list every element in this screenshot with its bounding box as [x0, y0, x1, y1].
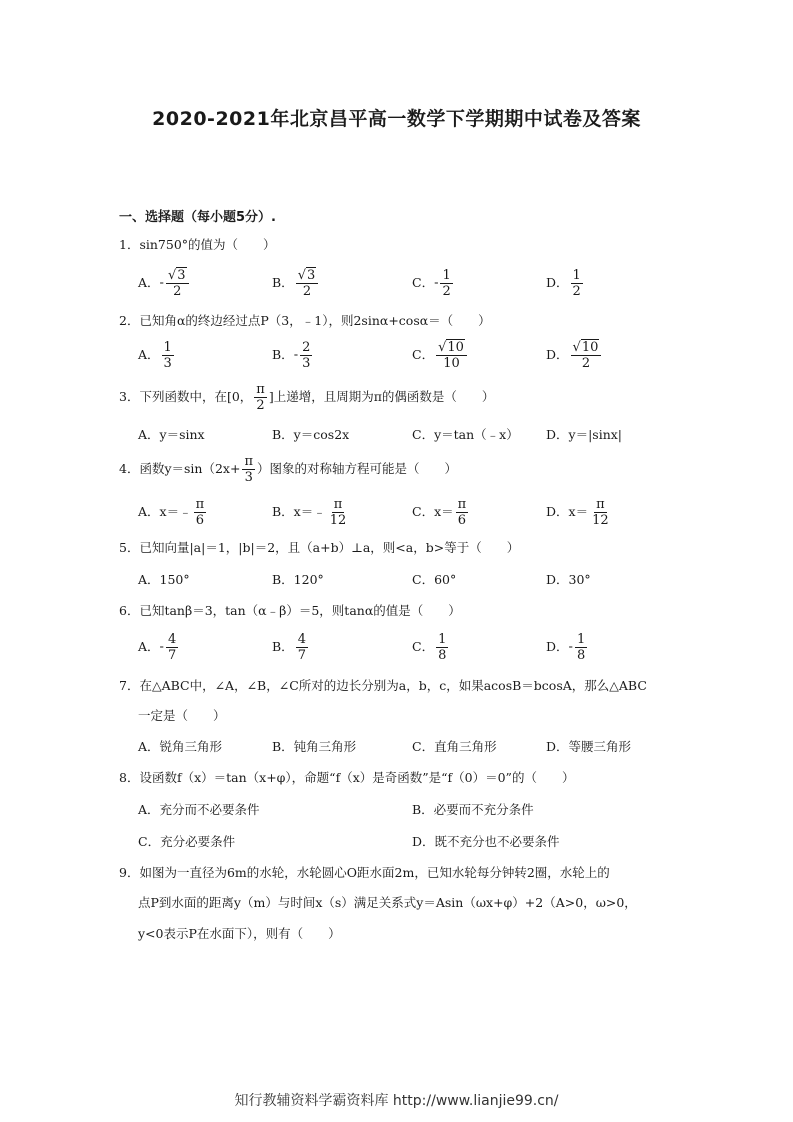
option-label: C． [412, 639, 435, 654]
section-heading: 一、选择题（每小题5分）. [119, 210, 276, 225]
fraction [328, 497, 349, 528]
question-1-option-c [412, 268, 455, 299]
question-7-stem-line-1: 7．在△ABC中，∠A，∠B，∠C所对的边长分别为a，b，c，如果acosB＝bcosA，那么△ABC [119, 678, 647, 693]
fraction-numerator: π [596, 497, 605, 512]
fraction-numerator: 10 [447, 340, 464, 355]
fraction-numerator: π [457, 497, 467, 512]
option-label: B． [272, 639, 294, 654]
option-label: B． [272, 275, 294, 290]
fraction-denominator: 3 [163, 356, 172, 371]
question-3-stem [119, 382, 494, 413]
fraction [296, 632, 308, 663]
question-7-option-d: D．等腰三角形 [546, 739, 632, 754]
option-label: A．x＝﹣ [138, 504, 192, 519]
question-1-option-a [138, 268, 191, 299]
minus-sign: - [159, 275, 164, 291]
question-2-option-a [138, 340, 176, 371]
page-title: 2020-2021年北京昌平高一数学下学期期中试卷及答案 [152, 108, 641, 130]
fraction-numerator: 1 [438, 632, 447, 647]
question-3-option-d: D．y＝|sinx| [546, 427, 623, 442]
option-label: C．x＝ [412, 504, 454, 519]
minus-sign: - [293, 347, 299, 363]
fraction-numerator: 1 [163, 340, 172, 355]
question-2-stem: 2．已知角α的终边经过点P（3，﹣1），则2sinα+cosα＝（ ） [119, 313, 491, 328]
fraction [571, 268, 583, 299]
question-7-option-c: C．直角三角形 [412, 739, 497, 754]
minus-sign: - [568, 639, 573, 655]
fraction-denominator: 6 [195, 513, 204, 528]
fraction-denominator: 7 [167, 648, 177, 663]
fraction-denominator: 2 [581, 356, 591, 371]
fraction-numerator: 1 [576, 632, 586, 647]
fraction: $\frac{√3}{2}$ [296, 268, 319, 299]
question-4-option-c [412, 497, 470, 528]
fraction: $\frac{√10}{2}$ [571, 340, 602, 371]
fraction [166, 632, 178, 663]
question-7-option-b: B．钝角三角形 [272, 739, 357, 754]
option-label: D．x＝ [546, 504, 589, 519]
question-8-option-b: B．必要而不充分条件 [412, 802, 534, 817]
stem-text: 3．下列函数中，在[0， [119, 389, 253, 404]
fraction [575, 632, 587, 663]
fraction-numerator: π [195, 497, 205, 512]
question-5-stem: 5．已知向量|a|＝1，|b|＝2，且（a+b）⊥a，则<a，b>等于（ ） [119, 540, 520, 555]
question-6-option-a [138, 632, 180, 663]
question-8-option-d: D．既不充分也不必要条件 [412, 834, 560, 849]
question-5-option-d: D．30° [546, 572, 591, 587]
option-label: B．x＝﹣ [272, 504, 326, 519]
fraction-numerator: 2 [302, 340, 311, 355]
fraction [194, 497, 207, 528]
question-2-option-b [272, 340, 314, 371]
question-3-option-c: C．y＝tan（﹣x） [412, 427, 519, 442]
fraction-denominator: 2 [256, 398, 265, 413]
question-5-option-a: A．150° [138, 572, 190, 587]
question-9-line-2: 点P到水面的距离y（m）与时间x（s）满足关系式y＝Asin（ωx+φ）+2（A>0，ω>0， [138, 895, 637, 910]
fraction: $\frac{√10}{10}$ [436, 340, 467, 371]
fraction-numerator: 10 [581, 340, 599, 355]
minus-sign: - [434, 275, 439, 291]
fraction-numerator: 4 [167, 632, 177, 647]
fraction-denominator: 10 [443, 356, 460, 371]
option-label: A． [138, 275, 160, 290]
fraction-denominator: 6 [457, 513, 467, 528]
option-label: A． [138, 639, 160, 654]
question-4-option-a [138, 497, 208, 528]
stem-text: 4．函数y＝sin（2x+ [119, 461, 241, 476]
fraction-numerator: 3 [306, 268, 316, 283]
fraction-denominator: 7 [297, 648, 306, 663]
question-1-option-b [272, 268, 320, 299]
question-7-option-a: A．锐角三角形 [138, 739, 223, 754]
fraction [242, 454, 255, 485]
fraction [590, 497, 611, 528]
option-label: D． [546, 347, 569, 362]
question-1-stem: 1．sin750°的值为（ ） [119, 237, 276, 252]
option-label: C． [412, 347, 435, 362]
option-label: D． [546, 639, 569, 654]
stem-text: ）图象的对称轴方程可能是（ ） [257, 461, 458, 476]
footer-watermark: 知行教辅资料学霸资料库 http://www.lianjie99.cn/ [234, 1093, 559, 1109]
question-3-option-a: A．y＝sinx [138, 427, 205, 442]
fraction-denominator: 2 [302, 284, 312, 299]
fraction [440, 268, 452, 299]
fraction-denominator: 12 [329, 513, 347, 528]
question-4-option-b [272, 497, 350, 528]
question-6-option-d [546, 632, 589, 663]
question-9-line-3: y<0表示P在水面下），则有（ ） [138, 926, 341, 941]
question-6-stem: 6．已知tanβ＝3，tan（α﹣β）＝5，则tanα的值是（ ） [119, 603, 461, 618]
fraction-numerator: π [333, 497, 343, 512]
question-9-line-1: 9．如图为一直径为6m的水轮，水轮圆心O距水面2m，已知水轮每分钟转2圈，水轮上的 [119, 865, 610, 880]
fraction-denominator: 2 [173, 284, 182, 299]
fraction [162, 340, 174, 371]
fraction [254, 382, 267, 413]
fraction-denominator: 3 [244, 470, 253, 485]
option-label: C． [412, 275, 435, 290]
fraction-denominator: 2 [442, 284, 451, 299]
option-label: A． [138, 347, 160, 362]
question-2-option-c [412, 340, 469, 371]
question-5-option-c: C．60° [412, 572, 457, 587]
fraction-numerator: 1 [442, 268, 451, 283]
question-4-option-d [546, 497, 613, 528]
question-8-option-c: C．充分必要条件 [138, 834, 236, 849]
option-label: B． [272, 347, 294, 362]
fraction-denominator: 8 [576, 648, 586, 663]
question-4-stem [119, 454, 457, 485]
fraction-denominator: 2 [572, 284, 581, 299]
question-8-stem: 8．设函数f（x）＝tan（x+φ），命题“f（x）是奇函数”是“f（0）＝0”的（ ） [119, 770, 575, 785]
question-6-option-b [272, 632, 310, 663]
fraction-numerator: π [244, 454, 254, 469]
question-2-option-d [546, 340, 603, 371]
fraction-denominator: 12 [592, 513, 609, 528]
fraction: $\frac{√3}{2}$ [166, 268, 189, 299]
question-6-option-c [412, 632, 450, 663]
question-5-option-b: B．120° [272, 572, 324, 587]
fraction-denominator: 3 [302, 356, 311, 371]
fraction-numerator: 1 [572, 268, 581, 283]
fraction-numerator: 4 [297, 632, 306, 647]
option-label: D． [546, 275, 569, 290]
stem-text: ]上递增，且周期为π的偶函数是（ ） [268, 389, 495, 404]
fraction-denominator: 8 [438, 648, 447, 663]
question-1-option-d [546, 268, 585, 299]
fraction-numerator: 3 [177, 268, 186, 283]
question-8-option-a: A．充分而不必要条件 [138, 802, 260, 817]
fraction-numerator: π [256, 382, 265, 397]
question-3-option-b: B．y＝cos2x [272, 427, 350, 442]
fraction [456, 497, 469, 528]
minus-sign: - [159, 639, 164, 655]
question-7-stem-line-2: 一定是（ ） [138, 708, 226, 723]
fraction [436, 632, 448, 663]
fraction [300, 340, 312, 371]
